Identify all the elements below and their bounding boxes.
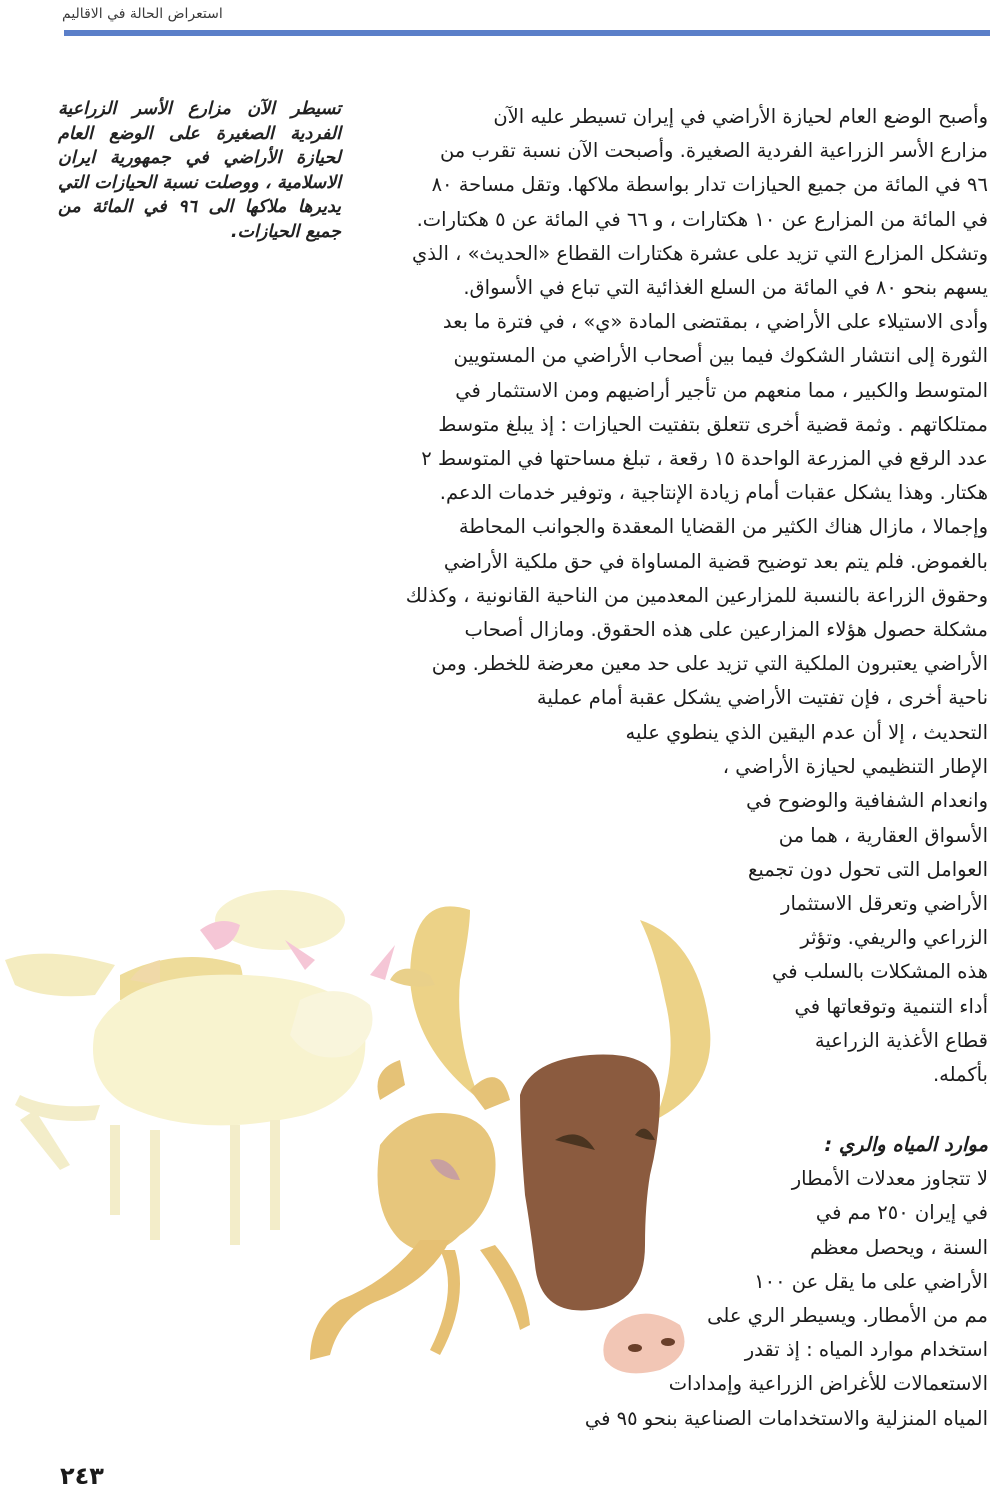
body-line: الأراضي وتعرقل الاستثمار [781, 892, 988, 916]
water-section [585, 1128, 988, 1436]
body-line: الإطار التنظيمي لحيازة الأراضي ، [722, 755, 988, 779]
page-header [0, 0, 1000, 42]
section-heading: موارد المياه والري : [824, 1133, 988, 1156]
body-line: السنة ، ويحصل معظم [810, 1235, 988, 1259]
body-line: وانعدام الشفافية والوضوح في [746, 789, 988, 813]
running-title: استعراض الحالة في الاقاليم [62, 6, 223, 22]
body-line: وأدى الاستيلاء على الأراضي ، بمقتضى المادة «ي» ، في فترة ما بعد [442, 310, 988, 334]
wrapped-body-text [625, 716, 988, 1092]
body-line: في المائة من المزارع عن ١٠ هكتارات ، و ٦٦ في المائة عن ٥ هكتارات. [416, 207, 988, 231]
body-line: لا تتجاوز معدلات الأمطار [791, 1167, 988, 1191]
body-line: مزارع الأسر الزراعية الفردية الصغيرة. وأصبحت الآن نسبة تقرب من [439, 139, 988, 163]
pull-quote: تسيطر الآن مزارع الأسر الزراعية الفردية الصغيرة على الوضع العام لحيازة الأراضي في جمهورية ايران الاسلامية ، ووصلت نسبة الحيازات التي يديرها ملاكها الى ٩٦ في المائة من جميع الحيازات. [58, 99, 342, 242]
body-line: وتشكل المزارع التي تزيد على عشرة هكتارات القطاع «الحديث» ، الذي [412, 241, 988, 265]
main-body-text [380, 100, 988, 716]
body-line: مشكلة حصول هؤلاء المزارعين على هذه الحقوق. ومازال أصحاب [464, 618, 988, 642]
body-line: مم من الأمطار. ويسيطر الري على [707, 1304, 988, 1328]
body-line: التحديث ، إلا أن عدم اليقين الذي ينطوي عليه [625, 721, 988, 744]
body-line: وأصبح الوضع العام لحيازة الأراضي في إيران تسيطر عليه الآن [493, 105, 988, 128]
body-line: بأكمله. [932, 1063, 988, 1087]
body-line: ناحية أخرى ، فإن تفتيت الأراضي يشكل عقبة أمام عملية [536, 686, 988, 710]
body-line: الأراضي يعتبرون الملكية التي تزيد على حد معين معرضة للخطر. ومن [431, 652, 988, 676]
body-line: قطاع الأغذية الزراعية [814, 1028, 988, 1052]
body-line: في إيران ٢٥٠ مم في [815, 1201, 988, 1225]
body-line: هذه المشكلات بالسلب في [771, 960, 988, 984]
body-line: العوامل التى تحول دون تجميع [748, 857, 988, 881]
body-line: وحقوق الزراعة بالنسبة للمزارعين المعدمين من الناحية القانونية ، وكذلك [405, 583, 988, 607]
body-line: يسهم بنحو ٨٠ في المائة من السلع الغذائية التي تباع في الأسواق. [463, 276, 988, 300]
page-number: ٢٤٣ [60, 1462, 104, 1490]
header-rule [64, 30, 990, 36]
body-line: ممتلكاتهم . وثمة قضية أخرى تتعلق بتفتيت الحيازات : إذ يبلغ متوسط [438, 412, 988, 436]
body-line: ٩٦ في المائة من جميع الحيازات تدار بواسطة ملاكها. وتقل مساحة ٨٠ [431, 173, 988, 197]
body-line: الاستعمالات للأغراض الزراعية وإمدادات [668, 1372, 988, 1396]
body-line: بالغموض. فلم يتم بعد توضيح قضية المساواة في حق ملكية الأراضي [443, 549, 988, 573]
goat-illustration [310, 1060, 530, 1360]
body-line: المتوسط والكبير ، مما منعهم من تأجير أراضيهم ومن الاستثمار في [455, 378, 988, 402]
body-line: استخدام موارد المياه : إذ تقدر [744, 1338, 988, 1362]
body-line: وإجمالا ، مازال هناك الكثير من القضايا المعقدة والجوانب المحاطة [458, 515, 988, 539]
body-line: الزراعي والريفي. وتؤثر [800, 926, 988, 950]
body-line: الأسواق العقارية ، هما من [778, 823, 988, 847]
body-line: أداء التنمية وتوقعاتها في [794, 994, 988, 1018]
body-line: عدد الرقع في المزرعة الواحدة ١٥ رقعة ، تبلغ مساحتها في المتوسط ٢ [421, 447, 988, 471]
body-line: هكتار. وهذا يشكل عقبات أمام زيادة الإنتاجية ، وتوفير خدمات الدعم. [439, 481, 988, 505]
body-line: الثورة إلى انتشار الشكوك فيما بين أصحاب الأراضي من المستويين [453, 344, 988, 368]
body-line: المياه المنزلية والاستخدامات الصناعية بنحو ٩٥ في [584, 1406, 988, 1430]
body-line: الأراضي على ما يقل عن ١٠٠ [754, 1269, 988, 1293]
